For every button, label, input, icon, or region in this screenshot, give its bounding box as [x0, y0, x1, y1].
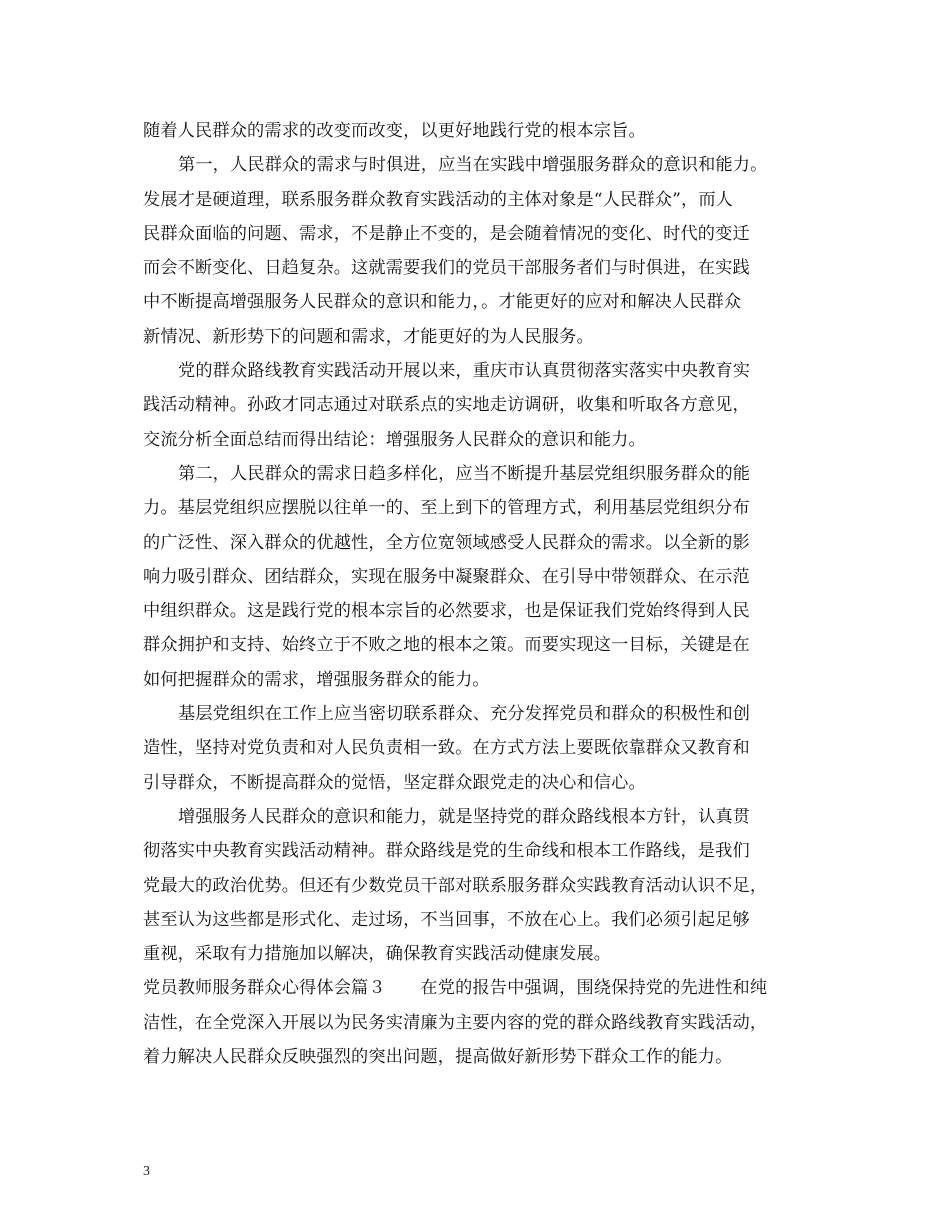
text-line: 重视，采取有力措施加以解决，确保教育实践活动健康发展。: [143, 944, 612, 965]
text-line: 力。基层党组织应摆脱以往单一的、至上到下的管理方式，利用基层党组织分布: [143, 498, 750, 519]
text-line: 彻落实中央教育实践活动精神。群众路线是党的生命线和根本工作路线，是我们: [143, 841, 750, 862]
body-text: [143, 114, 811, 1074]
paragraph-first-line: 第一，人民群众的需求与时俱进，应当在实践中增强服务群众的意识和能力。: [178, 155, 768, 176]
text-line: 引导群众，不断提高群众的觉悟，坚定群众跟党走的决心和信心。: [143, 772, 646, 793]
text-line: 洁性，在全党深入开展以为民务实清廉为主要内容的党的群众路线教育实践活动，: [143, 1012, 768, 1033]
text-line: 而会不断变化、日趋复杂。这就需要我们的党员干部服务者们与时俱进，在实践: [143, 258, 750, 279]
text-line: 着力解决人民群众反映强烈的突出问题，提高做好新形势下群众工作的能力。: [143, 1047, 733, 1068]
text-line: 的广泛性、深入群众的优越性，全方位宽领域感受人民群众的需求。以全新的影: [143, 532, 750, 553]
page-number: 3: [143, 1164, 150, 1179]
text-line: 甚至认为这些都是形式化、走过场，不当回事，不放在心上。我们必须引起足够: [143, 909, 750, 930]
text-line: 随着人民群众的需求的改变而改变，以更好地践行党的根本宗旨。: [143, 121, 646, 141]
text-line: 交流分析全面总结而得出结论：增强服务人民群众的意识和能力。: [143, 429, 646, 450]
text-line: 新情况、新形势下的问题和需求，才能更好的为人民服务。: [143, 326, 594, 347]
section-heading-line: 党员教师服务群众心得体会篇３ 在党的报告中强调，围绕保持党的先进性和纯: [143, 978, 768, 999]
text-line: 造性，坚持对党负责和对人民负责相一致。在方式方法上要既依靠群众又教育和: [143, 738, 750, 759]
paragraph-first-line: 基层党组织在工作上应当密切联系群众、充分发挥党员和群众的积极性和创: [178, 704, 751, 725]
text-line: 践活动精神。孙政才同志通过对联系点的实地走访调研，收集和听取各方意见，: [143, 395, 750, 416]
text-line: 响力吸引群众、团结群众，实现在服务中凝聚群众、在引导中带领群众、在示范: [143, 566, 750, 587]
text-line: 党最大的政治优势。但还有少数党员干部对联系服务群众实践教育活动认识不足，: [143, 875, 768, 896]
text-line: 民群众面临的问题、需求，不是静止不变的，是会随着情况的变化、时代的变迁: [143, 223, 750, 244]
text-line: 发展才是硬道理，联系服务群众教育实践活动的主体对象是“人民群众”，而人: [143, 189, 734, 210]
paragraph-first-line: 增强服务人民群众的意识和能力，就是坚持党的群众路线根本方针，认真贯: [178, 806, 751, 827]
text-line: 群众拥护和支持、始终立于不败之地的根本之策。而要实现这一目标，关键是在: [143, 635, 750, 656]
paragraph-first-line: 第二，人民群众的需求日趋多样化，应当不断提升基层党组织服务群众的能: [178, 463, 751, 484]
text-line: 中不断提高增强服务人民群众的意识和能力，。才能更好的应对和解决人民群众: [143, 292, 742, 313]
paragraph-first-line: 党的群众路线教育实践活动开展以来，重庆市认真贯彻落实落实中央教育实: [178, 361, 751, 382]
text-line: 中组织群众。这是践行党的根本宗旨的必然要求，也是保证我们党始终得到人民: [143, 601, 750, 622]
text-line: 如何把握群众的需求，增强服务群众的能力。: [143, 669, 490, 690]
